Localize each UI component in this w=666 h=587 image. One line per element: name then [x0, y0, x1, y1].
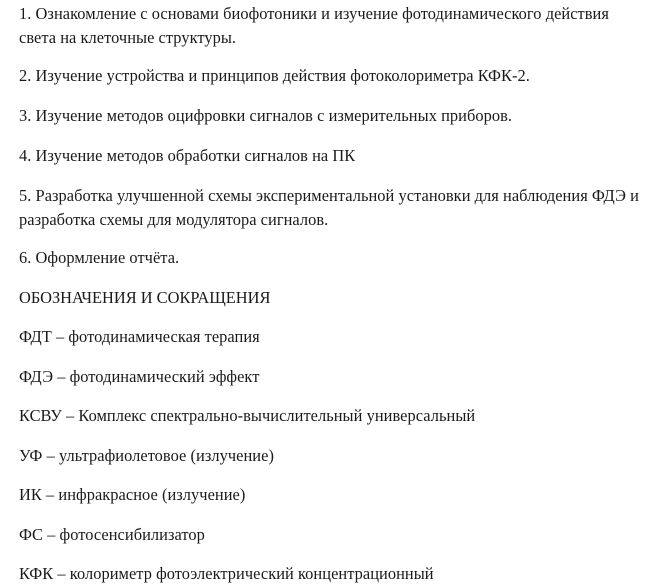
- task-item-4: 4. Изучение методов обработки сигналов на ПК: [19, 146, 356, 165]
- task-item-6: 6. Оформление отчёта.: [19, 248, 180, 267]
- task-item-2: 2. Изучение устройства и принципов действия фотоколориметра КФК-2.: [19, 66, 530, 85]
- abbreviation-item: КФК – колориметр фотоэлектрический концентрационный: [19, 564, 434, 583]
- abbreviation-item: УФ – ультрафиолетовое (излучение): [19, 445, 274, 465]
- abbreviations-list: [19, 325, 650, 586]
- abbreviation-item: ИК – инфракрасное (излучение): [19, 485, 246, 504]
- abbreviation-item: КСВУ – Комплекс спектрально-вычислительный универсальный: [19, 406, 476, 425]
- abbreviation-item: ФДТ – фотодинамическая терапия: [19, 327, 260, 346]
- abbreviations-heading: ОБОЗНАЧЕНИЯ И СОКРАЩЕНИЯ: [19, 288, 271, 307]
- abbreviation-item: ФДЭ – фотодинамический эффект: [19, 366, 260, 386]
- task-list: [19, 2, 650, 270]
- task-item-5: 5. Разработка улучшенной схемы экспериментальной установки для наблюдения ФДЭ и разработка схемы для модулятора сигналов.: [19, 186, 639, 229]
- task-item-1: 1. Ознакомление с основами биофотоники и изучение фотодинамического действия света на клеточные структуры.: [19, 4, 609, 47]
- abbreviation-item: ФС – фотосенсибилизатор: [19, 524, 205, 544]
- task-item-3: 3. Изучение методов оцифровки сигналов с измерительных приборов.: [19, 106, 513, 125]
